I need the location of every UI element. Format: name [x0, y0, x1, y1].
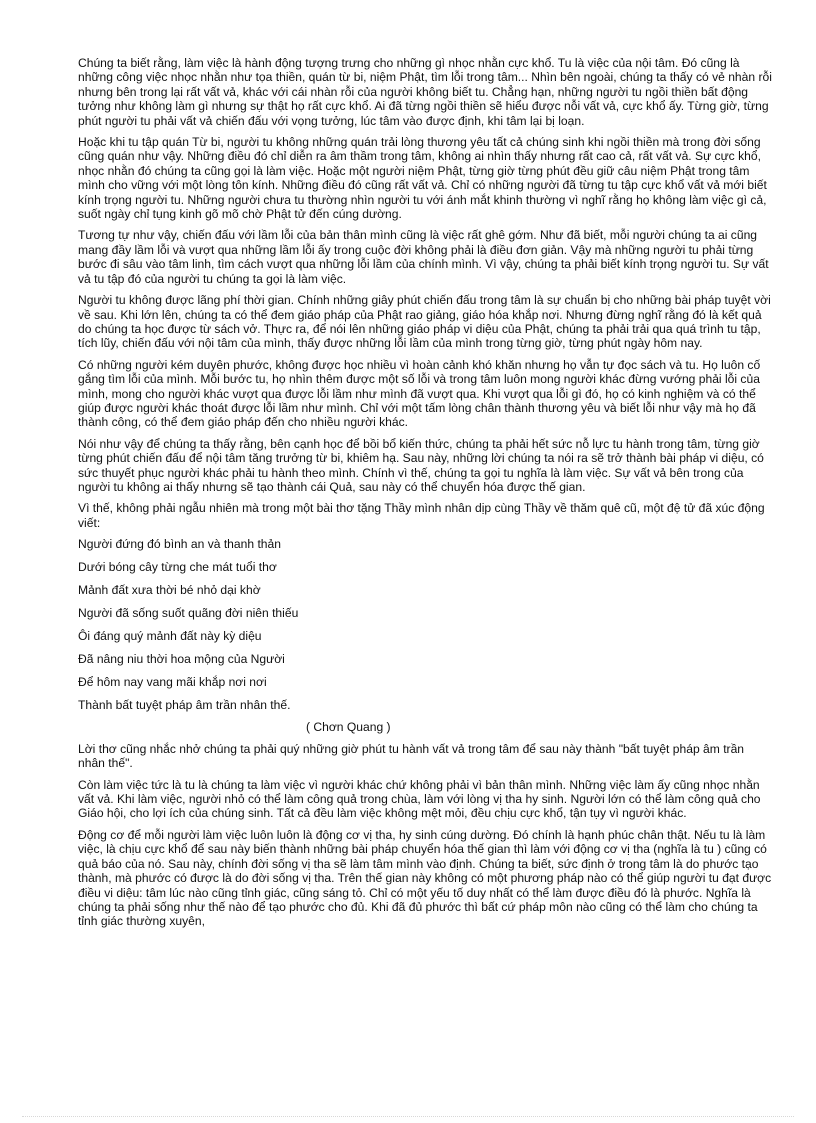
paragraph-3: Tương tự như vậy, chiến đấu với lầm lỗi của bản thân mình cũng là việc rất ghê gớm. Như đã biết, mỗi người chúng ta ai cũng mang đầy lầm lỗi và vượt qua những lầm lỗi ấy trong cuộc đời không phải là điều đơn giản. Vậy mà những người tu phải từng bước đi sâu vào tâm linh, tìm cách vượt qua những lỗi lầm của chính mình. Vì vậy, chúng ta phải biết kính trọng người tu. Sự vất vả tu tập đó của người tu chúng ta gọi là làm việc.	[78, 228, 769, 286]
poem-line: Người đã sống suốt quãng đời niên thiếu	[78, 605, 299, 620]
paragraph-10: Động cơ để mỗi người làm việc luôn luôn là động cơ vị tha, hy sinh cúng dường. Đó chính là hạnh phúc chân thật. Nếu tu là làm việc, là chịu cực khổ để sau này biến thành những bài pháp chuyển hóa thế gian thì làm với động cơ vị tha (nghĩa là tu ) cũng có quả báo của nó. Sau này, chính đời sống vị tha sẽ làm tâm mình vào định. Chúng ta biết, sức định ở trong tâm là do phước tạo thành, mà phước có được là do đời sống vị tha. Trên thế gian này không có một phương pháp nào có thể giúp người tu đạt được điều vi diệu: tâm lúc nào cũng tỉnh giác, cũng sáng tỏ. Chỉ có một yếu tố duy nhất có thể làm được điều đó là phước. Nghĩa là chúng ta phải sống như thế nào để tạo phước cho đủ. Khi đã đủ phước thì bất cứ pháp môn nào cũng có thể làm cho chúng ta tỉnh giác thường xuyên,	[78, 827, 772, 929]
poem-line: Dưới bóng cây từng che mát tuổi thơ	[78, 560, 277, 575]
poem-line: Đã nâng niu thời hoa mộng của Người	[78, 651, 285, 666]
poem-line: Để hôm nay vang mãi khắp nơi nơi	[78, 674, 267, 689]
poem-line: Mảnh đất xưa thời bé nhỏ dại khờ	[78, 583, 261, 597]
poem	[78, 537, 774, 735]
poem-line: Ôi đáng quý mảnh đất này kỳ diệu	[78, 628, 262, 643]
poem-line: Người đứng đó bình an và thanh thản	[78, 537, 281, 552]
paragraph-9: Còn làm việc tức là tu là chúng ta làm việc vì người khác chứ không phải vì bản thân mình. Những việc làm ấy cũng nhọc nhằn vất vả. Khi làm việc, người nhỏ có thể làm công quả trong chùa, làm với lòng vị tha hy sinh. Người lớn có thể làm công quả cho Giáo hội, cho lợi ích của chúng sinh. Tất cả đều làm việc không mệt mỏi, đều chịu cực khổ, tận tụy vì người khác.	[78, 777, 761, 821]
paragraph-6: Nói như vậy để chúng ta thấy rằng, bên cạnh học để bồi bổ kiến thức, chúng ta phải hết sức nỗ lực tu hành trong tâm, từng giờ từng phút chiến đấu để nội tâm tăng trưởng từ bi, khiêm hạ. Sau này, những lời chúng ta nói ra sẽ trở thành bài pháp vi diệu, có sức thuyết phục người khác phải tu hành theo mình. Chính vì thế, chúng ta gọi tu nghĩa là làm việc. Sự vất vả bên trong của người tu không ai thấy nhưng sẽ tạo thành cái Quả, sau này có thể chuyển hóa được thế gian.	[78, 436, 764, 494]
poem-line: Thành bất tuyệt pháp âm trần nhân thế.	[78, 697, 291, 712]
document-page	[78, 56, 774, 936]
paragraph-8: Lời thơ cũng nhắc nhở chúng ta phải quý những giờ phút tu hành vất vả trong tâm để sau này thành "bất tuyệt pháp âm trần nhân thế".	[78, 741, 745, 771]
paragraph-2: Hoặc khi tu tập quán Từ bi, người tu không những quán trải lòng thương yêu tất cả chúng sinh khi ngồi thiền mà trong đời sống cũng quán như vậy. Những điều đó chỉ diễn ra âm thầm trong tâm, không ai nhìn thấy nhưng rất cao cả, rất vất vả. Sự cực khổ, nhọc nhằn đó chúng ta cũng gọi là làm việc. Hoặc một người niệm Phật, từng giờ từng phút đều giữ câu niệm Phật trong tâm mình cho vững với một lòng tôn kính. Những điều đó cũng rất vất vả. Chỉ có những người đã từng tu tập cực khổ vất vả mới biết kính trọng người tu. Những người chưa tu thường nhìn người tu với ánh mắt khinh thường vì nghĩ rằng họ không làm việc gì cả, suốt ngày chỉ tụng kinh gõ mõ chờ Phật tử đến cúng dường.	[78, 135, 767, 222]
poem-author: ( Chơn Quang )	[306, 720, 391, 735]
paragraph-5: Có những người kém duyên phước, không được học nhiều vì hoàn cảnh khó khăn nhưng họ vẫn tự đọc sách và tu. Họ luôn cố gắng tìm lỗi của mình. Mỗi bước tu, họ nhìn thêm được một số lỗi và trong tâm luôn mong người khác đừng vướng phải lỗi của mình, mong cho người khác vượt qua được lỗi lầm như mình đã vượt qua. Khi vượt qua lỗi gì đó, họ có kinh nghiệm và có thể giúp được người khác thoát được lỗi lầm như mình. Chỉ với một tấm lòng chân thành thương yêu và biết lỗi như vậy mà họ đã thành công, có thể đem giáo pháp đến cho nhiều người khác.	[78, 357, 761, 430]
paragraph-4: Người tu không được lãng phí thời gian. Chính những giây phút chiến đấu trong tâm là sự chuẩn bị cho những bài pháp tuyệt vời về sau. Khi lớn lên, chúng ta có thể đem giáo pháp của Phật rao giảng, giáo hóa khắp nơi. Nhưng đừng nghĩ rằng đó là kết quả do chúng ta học được từ sách vở. Thực ra, để nói lên những giáo pháp vi diệu của Phật, chúng ta phải trải qua quá trình tu tập, tích lũy, chiến đấu với nội tâm của mình, thấy được những lỗi lầm của mình trong từng giờ, từng phút ngày hôm nay.	[78, 293, 771, 351]
paragraph-1: Chúng ta biết rằng, làm việc là hành động tượng trưng cho những gì nhọc nhằn cực khổ. Tu là việc của nội tâm. Đó cũng là những công việc nhọc nhằn như tọa thiền, quán từ bi, niệm Phật, tìm lỗi trong tâm... Nhìn bên ngoài, chúng ta thấy có vẻ nhàn rỗi nhưng bên trong lại rất vất vả, khác với cái nhàn rỗi của người không biết tu. Chẳng hạn, những người tu ngồi thiền bất động tưởng như không làm gì nhưng sự thật họ rất cực khổ. Ai đã từng ngồi thiền sẽ hiểu được nỗi vất vả, cực khổ ấy. Từng giờ, từng phút người tu phải vất vả chiến đấu với vọng tưởng, lúc tâm vào được định, khi tâm lại bị loạn.	[78, 56, 772, 128]
page-bottom-divider	[22, 1116, 794, 1117]
paragraph-7: Vì thế, không phải ngẫu nhiên mà trong một bài thơ tặng Thầy mình nhân dịp cùng Thầy về thăm quê cũ, một đệ tử đã xúc động viết:	[78, 501, 765, 530]
